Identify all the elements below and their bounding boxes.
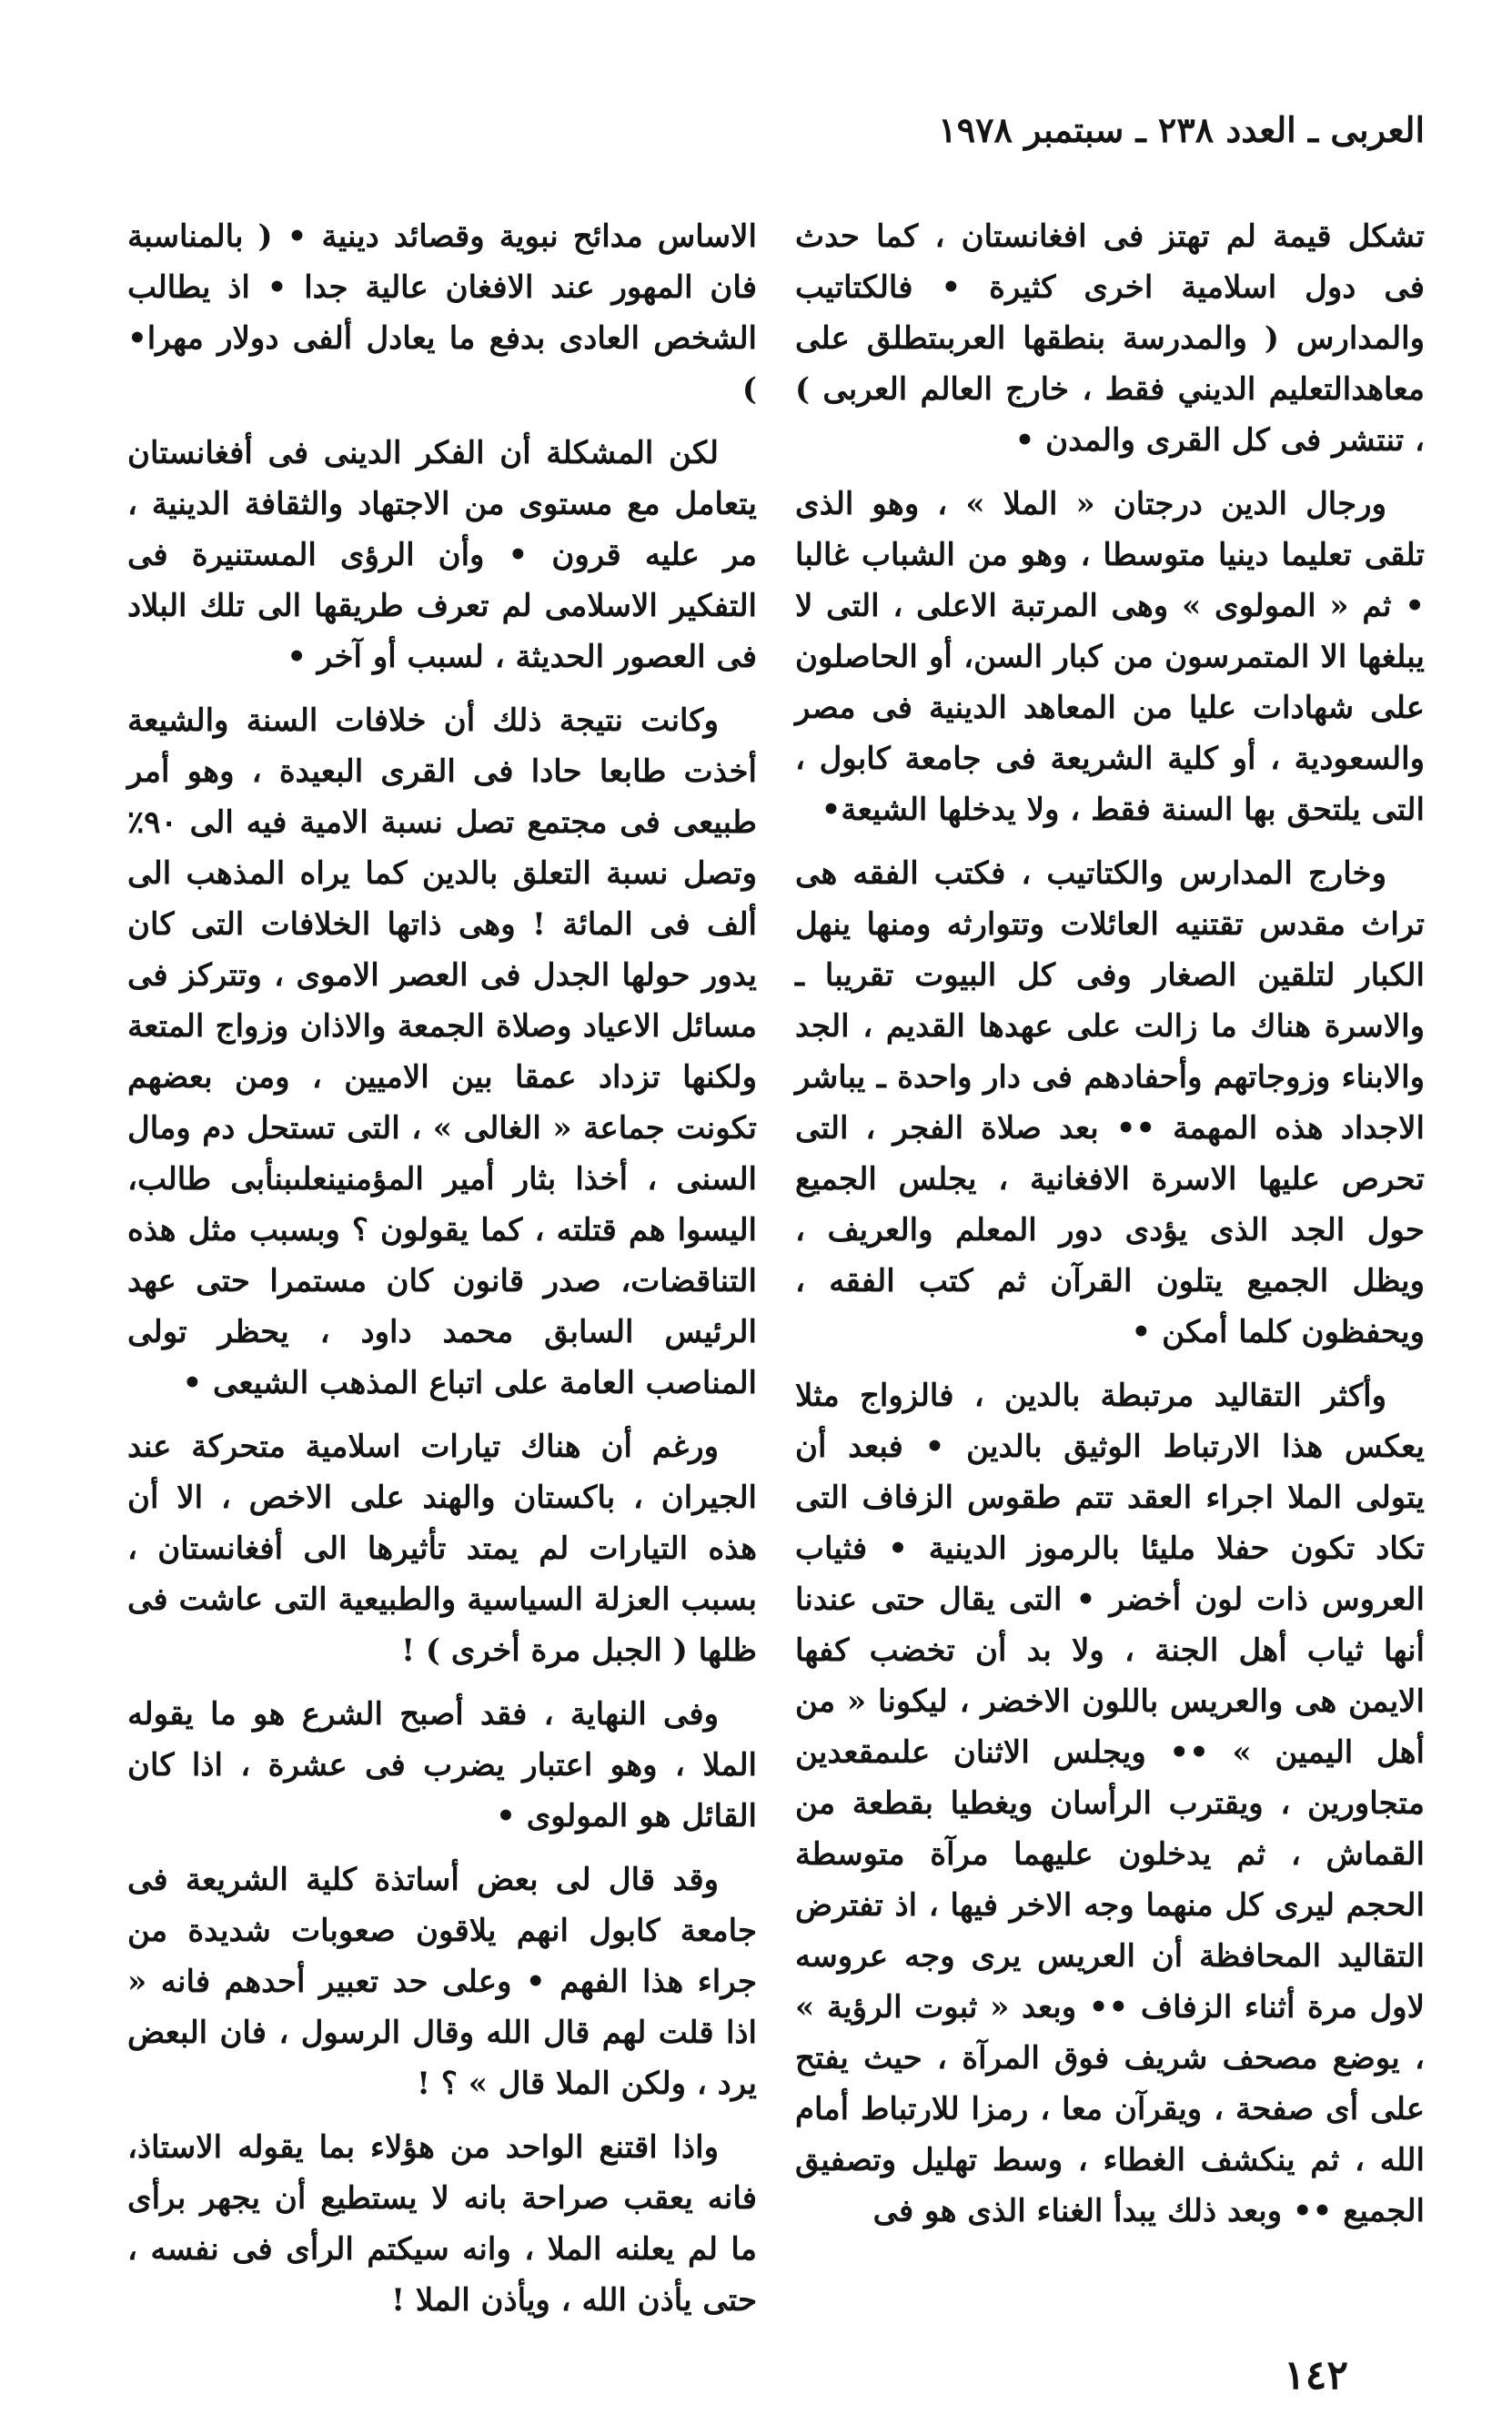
article-column-right <box>795 211 1425 2249</box>
paragraph: ورجال الدين درجتان « الملا » ، وهو الذى تلقى تعليما دينيا متوسطا ، وهو من الشباب غالبا • ثم « المولوى » وهى المرتبة الاعلى ، التى لا يبلغها الا المتمرسون من كبار السن، أو الحاصلون على شهادات عليا من المعاهد الدينية فى مصر والسعودية ، أو كلية الشريعة فى جامعة كابول ، التى يلتحق بها السنة فقط ، ولا يدخلها الشيعة• <box>795 486 1425 828</box>
paragraph: واذا اقتنع الواحد من هؤلاء بما يقوله الاستاذ، فانه يعقب صراحة بانه لا يستطيع أن يجهر برأى ما لم يعلنه الملا ، وانه سيكتم الرأى فى نفسه ، حتى يأذن الله ، ويأذن الملا ! <box>127 2129 757 2319</box>
paragraph: ورغم أن هناك تيارات اسلامية متحركة عند الجيران ، باكستان والهند على الاخص ، الا أن هذه التيارات لم يمتد تأثيرها الى أفغانستان ، بسبب العزلة السياسية والطبيعية التى عاشت فى ظلها ( الجبل مرة أخرى ) ! <box>127 1429 757 1669</box>
running-header: العربى ـ العدد ٢٣٨ ـ سبتمبر ١٩٧٨ <box>938 109 1425 150</box>
paragraph: لكن المشكلة أن الفكر الدينى فى أفغانستان يتعامل مع مستوى من الاجتهاد والثقافة الدينية ، مر عليه قرون • وأن الرؤى المستنيرة فى التفكير الاسلامى لم تعرف طريقها الى تلك البلاد فى العصور الحديثة ، لسبب أو آخر • <box>127 435 757 675</box>
page-number: ١٤٢ <box>1284 2352 1348 2399</box>
paragraph: وأكثر التقاليد مرتبطة بالدين ، فالزواج مثلا يعكس هذا الارتباط الوثيق بالدين • فبعد أن يتولى الملا اجراء العقد تتم طقوس الزفاف التى تكاد تكون حفلا مليئا بالرموز الدينية • فثياب العروس ذات لون أخضر • التى يقال حتى عندنا أنها ثياب أهل الجنة ، ولا بد أن تخضب كفها الايمن هى والعريس باللون الاخضر ، ليكونا « من أهل اليمين » •• ويجلس الاثنان علىمقعدين متجاورين ، ويقترب الرأسان ويغطيا بقطعة من القماش ، ثم يدخلون عليهما مرآة متوسطة الحجم ليرى كل منهما وجه الاخر فيها ، اذ تفترض التقاليد المحافظة أن العريس يرى وجه عروسه لاول مرة أثناء الزفاف •• وبعد « ثبوت الرؤية » ، يوضع مصحف شريف فوق المرآة ، حيث يفتح على أى صفحة ، ويقرآن معا ، رمزا للارتباط أمام الله ، ثم ينكشف الغطاء ، وسط تهليل وتصفيق الجميع •• وبعد ذلك يبدأ الغناء الذى هو فى <box>795 1378 1425 2229</box>
paragraph: وخارج المدارس والكتاتيب ، فكتب الفقه هى تراث مقدس تقتنيه العائلات وتتوارثه ومنها ينهل الكبار لتلقين الصغار وفى كل البيوت تقريبا ـ والاسرة هناك ما زالت على عهدها القديم ، الجد والابناء وزوجاتهم وأحفادهم فى دار واحدة ـ يباشر الاجداد هذه المهمة •• بعد صلاة الفجر ، التى تحرص عليها الاسرة الافغانية ، يجلس الجميع حول الجد الذى يؤدى دور المعلم والعريف ، ويظل الجميع يتلون القرآن ثم كتب الفقه ، ويحفظون كلما أمكن • <box>795 855 1425 1350</box>
paragraph: وكانت نتيجة ذلك أن خلافات السنة والشيعة أخذت طابعا حادا فى القرى البعيدة ، وهو أمر طبيعى فى مجتمع تصل نسبة الامية فيه الى ٩٠٪ وتصل نسبة التعلق بالدين كما يراه المذهب الى ألف فى المائة ! وهى ذاتها الخلافات التى كان يدور حولها الجدل فى العصر الاموى ، وتتركز فى مسائل الاعياد وصلاة الجمعة والاذان وزواج المتعة ولكنها تزداد عمقا بين الاميين ، ومن بعضهم تكونت جماعة « الغالى » ، التى تستحل دم ومال السنى ، أخذا بثار أمير المؤمنينعلىبنأبى طالب، اليسوا هم قتلته ، كما يقولون ؟ وبسبب مثل هذه التناقضات، صدر قانون كان مستمرا حتى عهد الرئيس السابق محمد داود ، يحظر تولى المناصب العامة على اتباع المذهب الشيعى • <box>127 702 757 1401</box>
paragraph: تشكل قيمة لم تهتز فى افغانستان ، كما حدث فى دول اسلامية اخرى كثيرة • فالكتاتيب والمدارس ( والمدرسة بنطقها العربىتطلق على معاهدالتعليم الديني فقط ، خارج العالم العربى ) ، تنتشر فى كل القرى والمدن • <box>795 218 1425 459</box>
paragraph: وفى النهاية ، فقد أصبح الشرع هو ما يقوله الملا ، وهو اعتبار يضرب فى عشرة ، اذا كان القائل هو المولوى • <box>127 1696 757 1834</box>
article-column-left <box>127 211 757 2339</box>
paragraph: الاساس مدائح نبوية وقصائد دينية • ( بالمناسبة فان المهور عند الافغان عالية جدا • اذ يطالب الشخص العادى بدفع ما يعادل ألفى دولار مهرا• ) <box>127 218 757 408</box>
paragraph: وقد قال لى بعض أساتذة كلية الشريعة فى جامعة كابول انهم يلاقون صعوبات شديدة من جراء هذا الفهم • وعلى حد تعبير أحدهم فانه « اذا قلت لهم قال الله وقال الرسول ، فان البعض يرد ، ولكن الملا قال » ؟ ! <box>127 1862 757 2102</box>
